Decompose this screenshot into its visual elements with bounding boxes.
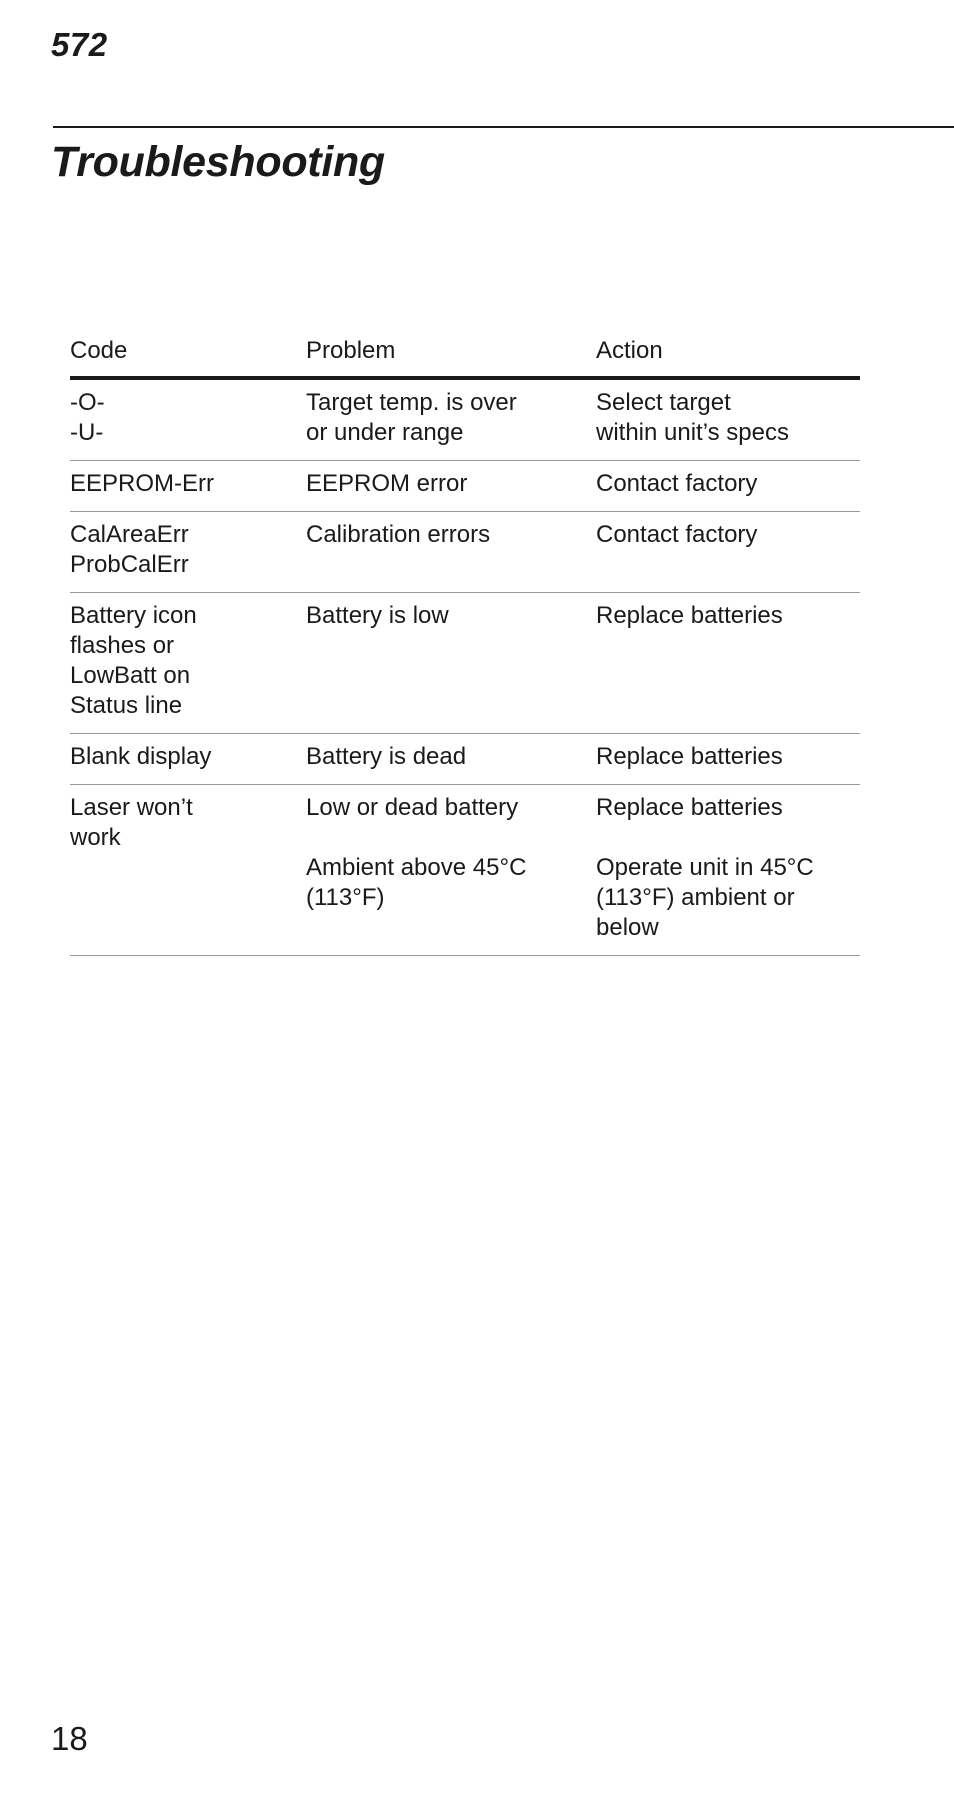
action-cell <box>596 734 860 785</box>
problem-line: Calibration errors <box>306 521 491 548</box>
code-line: Battery icon <box>70 602 197 629</box>
model-number: 572 <box>51 26 108 63</box>
problem-line: or under range <box>306 419 464 446</box>
problem-line: (113°F) <box>306 884 385 911</box>
page-title: Troubleshooting <box>51 138 385 186</box>
code-cell <box>70 734 306 785</box>
problem-line: Battery is low <box>306 602 449 629</box>
code-cell <box>70 378 306 461</box>
table-row <box>70 734 860 785</box>
code-line: Status line <box>70 692 183 719</box>
action-line: Contact factory <box>596 521 758 548</box>
action-line: below <box>596 914 659 941</box>
code-line: CalAreaErr <box>70 521 189 548</box>
table-row <box>70 378 860 461</box>
problem-cell <box>306 461 596 512</box>
action-line: Replace batteries <box>596 602 783 629</box>
action-line: (113°F) ambient or <box>596 884 795 911</box>
code-line: LowBatt on <box>70 662 191 689</box>
action-cell <box>596 785 860 956</box>
spacer <box>596 823 860 853</box>
table-row <box>70 461 860 512</box>
code-line: -U- <box>70 419 104 446</box>
column-header-code: Code <box>70 328 306 378</box>
action-line: Replace batteries <box>596 794 783 821</box>
column-header-problem: Problem <box>306 328 596 378</box>
code-line: ProbCalErr <box>70 551 189 578</box>
action-cell <box>596 461 860 512</box>
problem-cell <box>306 785 596 956</box>
code-line: Blank display <box>70 743 212 770</box>
code-line: EEPROM-Err <box>70 470 214 497</box>
problem-cell <box>306 593 596 734</box>
problem-cell <box>306 378 596 461</box>
problem-line: EEPROM error <box>306 470 468 497</box>
problem-line: Ambient above 45°C <box>306 854 527 881</box>
page-number: 18 <box>51 1720 88 1757</box>
action-cell <box>596 593 860 734</box>
table-row <box>70 593 860 734</box>
code-cell <box>70 593 306 734</box>
column-header-action: Action <box>596 328 860 378</box>
code-line: -O- <box>70 389 105 416</box>
problem-line: Low or dead battery <box>306 794 519 821</box>
table-row <box>70 512 860 593</box>
action-line: Operate unit in 45°C <box>596 854 814 881</box>
header-rule <box>53 126 954 128</box>
spacer <box>306 823 596 853</box>
code-cell <box>70 785 306 956</box>
code-line: Laser won’t <box>70 794 193 821</box>
action-cell <box>596 512 860 593</box>
table-row <box>70 785 860 956</box>
action-line: within unit’s specs <box>596 419 789 446</box>
problem-line: Target temp. is over <box>306 389 517 416</box>
troubleshooting-table <box>70 328 860 956</box>
code-cell <box>70 512 306 593</box>
problem-cell <box>306 734 596 785</box>
action-line: Contact factory <box>596 470 758 497</box>
problem-cell <box>306 512 596 593</box>
action-cell <box>596 378 860 461</box>
code-line: flashes or <box>70 632 175 659</box>
action-line: Select target <box>596 389 731 416</box>
action-line: Replace batteries <box>596 743 783 770</box>
problem-line: Battery is dead <box>306 743 467 770</box>
code-line: work <box>70 824 121 851</box>
table-header-row <box>70 328 860 378</box>
code-cell <box>70 461 306 512</box>
